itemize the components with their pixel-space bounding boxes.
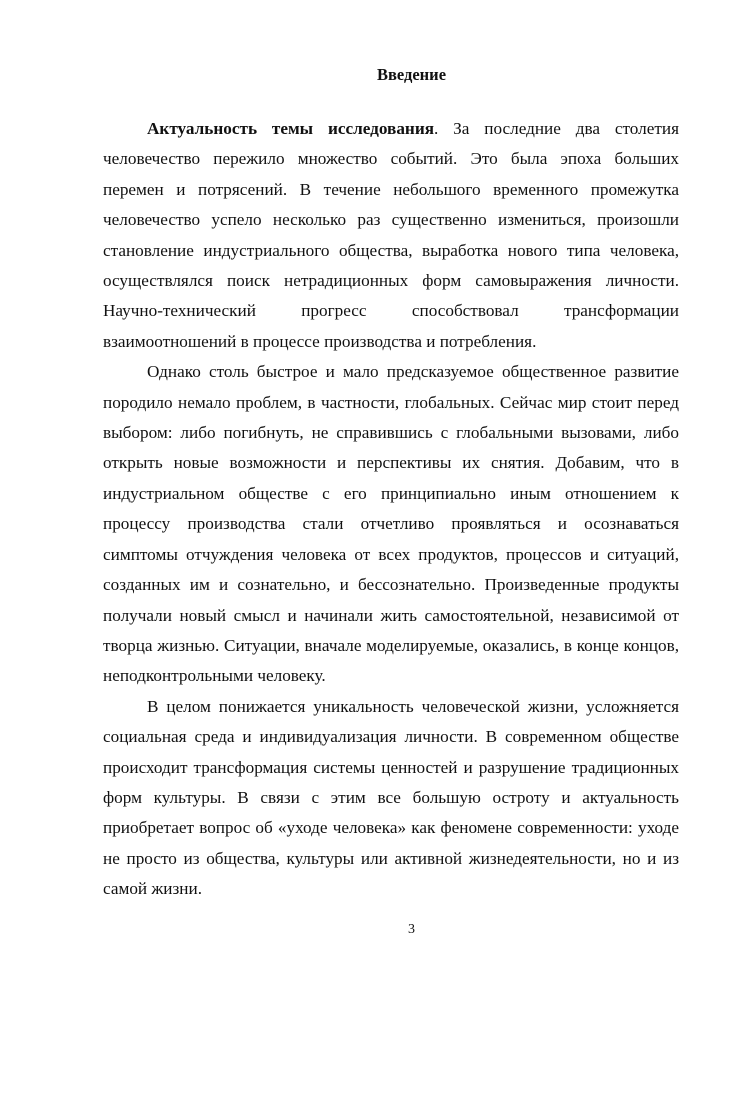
paragraph-lead: Актуальность темы исследования <box>147 119 435 138</box>
paragraph-uniqueness: В целом понижается уникальность человеческой жизни, усложняется социальная среда и индивидуализация личности. В современном обществе происходит трансформация системы ценностей и разрушение традиционных форм культуры. В связи с этим все большую остроту и актуальность приобретает вопрос об «уходе человека» как феномене современности: уходе не просто из общества, культуры или активной жизнедеятельности, но и из самой жизни. <box>103 696 679 899</box>
page-title: Введение <box>376 65 447 84</box>
page-number: 3 <box>408 922 415 937</box>
paragraph-text: . За последние два столетия человечество пережило множество событий. Это была эпоха больших перемен и потрясений. В течение небольшого временного промежутка человечество успело несколько раз существенно измениться, произошли становление индустриального общества, выработка нового типа человека, осуществлялся поиск нетрадиционных форм самовыражения личности. Научно-технический прогресс способствовал трансформации взаимоотношений в процессе производства и потребления. <box>103 119 679 351</box>
paragraph-problems: Однако столь быстрое и мало предсказуемое общественное развитие породило немало проблем, в частности, глобальных. Сейчас мир стоит перед выбором: либо погибнуть, не справившись с глобальными вызовами, либо открыть новые возможности и перспективы их снятия. Добавим, что в индустриальном обществе с его принципиально иным отношением к процессу производства стали отчетливо проявляться и осознаваться симптомы отчуждения человека от всех продуктов, процессов и ситуаций, созданных им и сознательно, и бессознательно. Произведенные продукты получали новый смысл и начинали жить самостоятельной, независимой от творца жизнью. Ситуации, вначале моделируемые, оказались, в конце концов, неподконтрольными человеку. <box>103 362 679 686</box>
paragraph-relevance <box>103 114 679 357</box>
body-text <box>103 114 679 905</box>
